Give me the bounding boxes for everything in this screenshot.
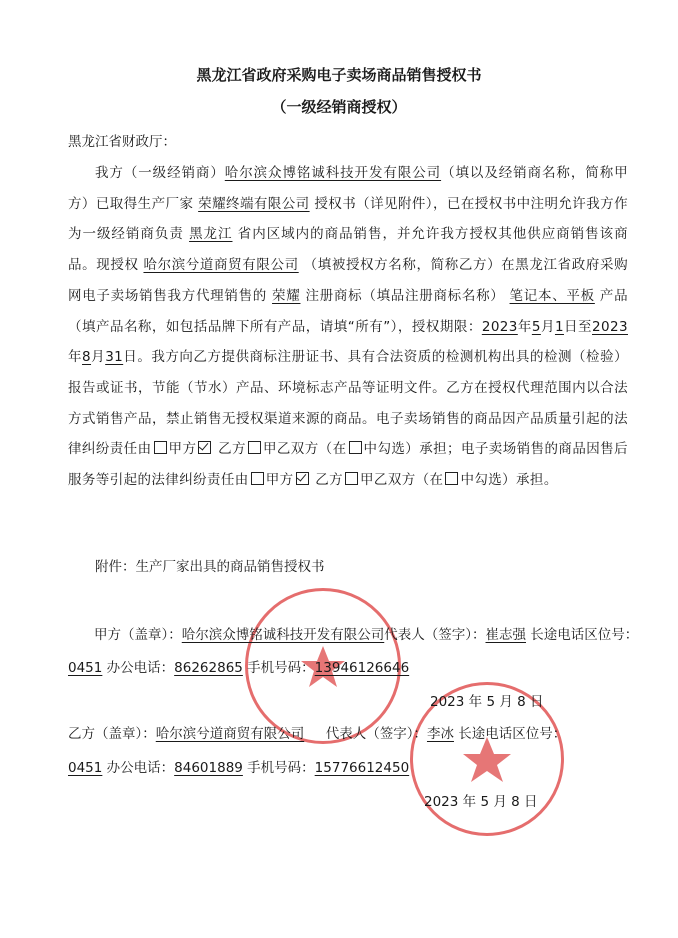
party-a-area-code: 0451 [68, 660, 103, 676]
party-b-representative: 李冰 [426, 726, 454, 742]
party-b-mobile: 15776612450 [314, 760, 410, 776]
body-text: （填以及经销商名称，简称甲方）已取得生产厂家 [68, 165, 629, 212]
party-a-date: 2023 年 5 月 8 日 [430, 694, 544, 710]
greeting: 黑龙江省财政厅： [68, 134, 176, 150]
body-text: 省内区域内的商品销售，并允许我方授权其他供应商销售该商品。现授权 [68, 226, 628, 274]
option-label: 甲乙双方（在 [262, 441, 347, 458]
field-label: 办公电话： [106, 760, 175, 776]
checkbox-party-b-checked[interactable] [198, 441, 211, 454]
body-text: （填被授权方名称，简称乙方）在黑龙江省政府采购网电子卖场销售我方代理销售的 [68, 257, 628, 304]
checkbox-party-b-2-checked[interactable] [296, 472, 309, 485]
party-b-date: 2023 年 5 月 8 日 [424, 794, 538, 810]
authorized-party-name: 哈尔滨兮道商贸有限公司 [143, 257, 299, 274]
unit-text: 年 [68, 349, 83, 366]
checkbox-inline-box [349, 441, 362, 454]
party-a-line-1 [94, 623, 638, 643]
party-b-name: 哈尔滨兮道商贸有限公司 [155, 726, 305, 742]
party-a-line-2 [68, 656, 409, 676]
body-text: 注册商标（填品注册商标名称） [305, 287, 505, 304]
party-b-line-2 [68, 756, 409, 776]
checkbox-party-a-2[interactable] [251, 472, 264, 485]
unit-text: 日至 [563, 318, 593, 335]
field-label: 手机号码： [247, 660, 315, 676]
field-label: 乙方（盖章）： [68, 726, 156, 742]
document-title: 黑龙江省政府采购电子卖场商品销售授权书 [196, 66, 482, 84]
field-label: 办公电话： [106, 660, 175, 676]
start-year: 2023 [481, 318, 518, 335]
end-month: 8 [82, 349, 92, 366]
option-label: 甲乙双方（在 [360, 472, 444, 489]
party-b-area-code: 0451 [68, 760, 103, 776]
body-text: 我方（一级经销商） [95, 165, 225, 181]
checkbox-both-parties-2[interactable] [345, 472, 358, 485]
brand-name: 荣耀 [272, 287, 301, 304]
start-month: 5 [531, 318, 541, 335]
option-label: 乙方 [218, 441, 246, 458]
attachment-note: 附件：生产厂家出具的商品销售授权书 [95, 559, 325, 575]
field-label: 代表人（签字）： [325, 726, 427, 742]
body-text: 日。我方向乙方提供商标注册证书、具有合法资质的检测机构出具的检测（检验）报告或证书，节能（节水）产品、环境标志产品等证明文件。乙方在授权代理范围内以合法方式销售产品，禁止销售无授权渠道来源的商品。电子卖场销售的商品因产品质量引起的法律纠纷责任由 [68, 349, 628, 458]
option-label: 乙方 [315, 472, 344, 489]
field-label: 手机号码： [247, 760, 315, 776]
field-label: 长途电话区位号： [530, 627, 639, 643]
authorization-body [68, 158, 628, 496]
body-text: 授权书（详见附件），已在授权书中注明允许我方作为一级经销商负责 [68, 195, 629, 243]
checkbox-party-a[interactable] [154, 441, 167, 454]
province-name: 黑龙江 [189, 226, 233, 243]
unit-text: 年 [517, 318, 532, 335]
party-a-office-phone: 86262865 [174, 660, 243, 676]
checkbox-inline-box-2 [445, 472, 458, 485]
end-day: 31 [105, 349, 124, 366]
party-a-representative: 崔志强 [485, 627, 526, 643]
product-names: 笔记本、平板 [509, 287, 595, 304]
end-year: 2023 [592, 318, 628, 335]
body-text: 产品（填产品名称，如包括品牌下所有产品，请填“所有”），授权期限： [68, 287, 628, 335]
option-label: 甲方 [168, 441, 197, 458]
checkbox-both-parties[interactable] [248, 441, 261, 454]
party-b-office-phone: 84601889 [174, 760, 243, 776]
party-a-name: 哈尔滨众博铭诚科技开发有限公司 [181, 627, 385, 643]
start-day: 1 [554, 318, 564, 335]
party-a-mobile: 13946126646 [314, 660, 410, 676]
body-text: 中勾选）承担。 [460, 472, 558, 489]
document-subtitle: （一级经销商授权） [271, 98, 407, 116]
field-label: 长途电话区位号： [458, 726, 567, 742]
field-label: 代表人（签字）： [384, 627, 486, 643]
body-text: 中勾选）承担；电子卖场销售的商品因售后服务等引起的法律纠纷责任由 [68, 441, 628, 489]
option-label: 甲方 [265, 472, 294, 489]
unit-text: 月 [540, 318, 555, 335]
manufacturer-name: 荣耀终端有限公司 [198, 195, 310, 212]
field-label: 甲方（盖章）： [94, 627, 182, 643]
unit-text: 月 [91, 349, 106, 366]
party-b-line-1 [68, 722, 566, 742]
dealer-name: 哈尔滨众博铭诚科技开发有限公司 [224, 165, 442, 181]
